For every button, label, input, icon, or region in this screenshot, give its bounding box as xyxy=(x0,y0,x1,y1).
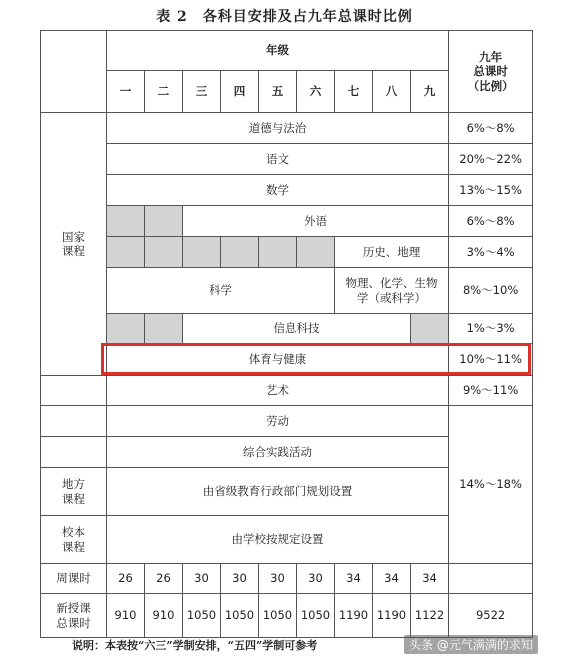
table-row xyxy=(41,268,533,314)
grade-9: 九 xyxy=(411,71,449,113)
gray-cell xyxy=(411,314,449,344)
empty-cell xyxy=(41,376,107,406)
subject-local: 由省级教育行政部门规划设置 xyxy=(107,468,449,516)
ratio-chinese: 20%～22% xyxy=(449,144,533,175)
subject-math: 数学 xyxy=(107,175,449,206)
subject-chinese: 语文 xyxy=(107,144,449,175)
grade-8: 八 xyxy=(373,71,411,113)
weekly-value: 34 xyxy=(373,564,411,594)
subject-physics-chem-bio: 物理、化学、生物学（或科学） xyxy=(335,268,449,314)
new-total-label: 新授课 总课时 xyxy=(41,594,107,638)
ratio-morality: 6%～8% xyxy=(449,113,533,144)
table-row xyxy=(41,237,533,268)
weekly-value: 30 xyxy=(183,564,221,594)
new-total-value: 910 xyxy=(145,594,183,638)
grade-2: 二 xyxy=(145,71,183,113)
table-title: 表 2 各科目安排及占九年总课时比例 xyxy=(156,9,413,25)
grade-5: 五 xyxy=(259,71,297,113)
subject-practice: 综合实践活动 xyxy=(107,437,449,468)
ratio-art: 9%～11% xyxy=(449,376,533,406)
table-row xyxy=(41,314,533,344)
ratio-foreign: 6%～8% xyxy=(449,206,533,237)
table-row xyxy=(41,206,533,237)
gray-cell xyxy=(145,206,183,237)
corner-cell xyxy=(41,31,107,113)
ratio-science: 8%～10% xyxy=(449,268,533,314)
subject-foreign: 外语 xyxy=(183,206,449,237)
weekly-label: 周课时 xyxy=(41,564,107,594)
ratio-history-geography: 3%～4% xyxy=(449,237,533,268)
new-total-value: 1050 xyxy=(221,594,259,638)
table-row xyxy=(41,144,533,175)
grade-1: 一 xyxy=(107,71,145,113)
new-total-value: 1190 xyxy=(373,594,411,638)
subject-labor: 劳动 xyxy=(107,406,449,437)
subject-morality: 道德与法治 xyxy=(107,113,449,144)
subject-school: 由学校按规定设置 xyxy=(107,516,449,564)
ratio-math: 13%～15% xyxy=(449,175,533,206)
new-total-value: 1190 xyxy=(335,594,373,638)
new-total-value: 1122 xyxy=(411,594,449,638)
total-header: 九年 总课时 （比例） xyxy=(449,31,533,113)
watermark: 头条 @元气满满的求知 xyxy=(404,635,538,654)
weekly-value: 30 xyxy=(221,564,259,594)
gray-cell xyxy=(107,237,145,268)
table-row xyxy=(41,376,533,406)
new-total-value: 910 xyxy=(107,594,145,638)
empty-cell xyxy=(41,406,107,437)
new-total-row xyxy=(41,594,533,638)
weekly-total-empty xyxy=(449,564,533,594)
new-total-value: 1050 xyxy=(297,594,335,638)
gray-cell xyxy=(221,237,259,268)
gray-cell xyxy=(145,314,183,344)
gray-cell xyxy=(107,314,145,344)
grade-header: 年级 xyxy=(107,31,449,71)
gray-cell xyxy=(145,237,183,268)
table-row xyxy=(41,175,533,206)
new-total-value: 1050 xyxy=(259,594,297,638)
gray-cell xyxy=(259,237,297,268)
weekly-value: 30 xyxy=(297,564,335,594)
subject-art: 艺术 xyxy=(107,376,449,406)
table-row xyxy=(41,344,533,376)
grade-7: 七 xyxy=(335,71,373,113)
weekly-value: 26 xyxy=(107,564,145,594)
grade-6: 六 xyxy=(297,71,335,113)
grade-3: 三 xyxy=(183,71,221,113)
weekly-hours-row xyxy=(41,564,533,594)
header-row xyxy=(41,31,533,71)
curriculum-table xyxy=(40,30,533,638)
weekly-value: 34 xyxy=(335,564,373,594)
weekly-value: 30 xyxy=(259,564,297,594)
group-national: 国家 课程 xyxy=(41,113,107,376)
ratio-combined: 14%～18% xyxy=(449,406,533,564)
new-total-value: 1050 xyxy=(183,594,221,638)
gray-cell xyxy=(183,237,221,268)
weekly-value: 34 xyxy=(411,564,449,594)
footnote: 说明：本表按“六三”学制安排，“五四”学制可参考 xyxy=(72,639,318,652)
ratio-it: 1%～3% xyxy=(449,314,533,344)
subject-history-geography: 历史、地理 xyxy=(335,237,449,268)
subject-science: 科学 xyxy=(107,268,335,314)
grade-4: 四 xyxy=(221,71,259,113)
group-school: 校本 课程 xyxy=(41,516,107,564)
ratio-pe: 10%～11% xyxy=(449,344,533,376)
table-row xyxy=(41,113,533,144)
subject-pe: 体育与健康 xyxy=(107,344,449,376)
weekly-value: 26 xyxy=(145,564,183,594)
group-local: 地方 课程 xyxy=(41,468,107,516)
table-row xyxy=(41,406,533,437)
gray-cell xyxy=(107,206,145,237)
new-total-sum: 9522 xyxy=(449,594,533,638)
gray-cell xyxy=(297,237,335,268)
empty-cell xyxy=(41,437,107,468)
subject-it: 信息科技 xyxy=(183,314,411,344)
